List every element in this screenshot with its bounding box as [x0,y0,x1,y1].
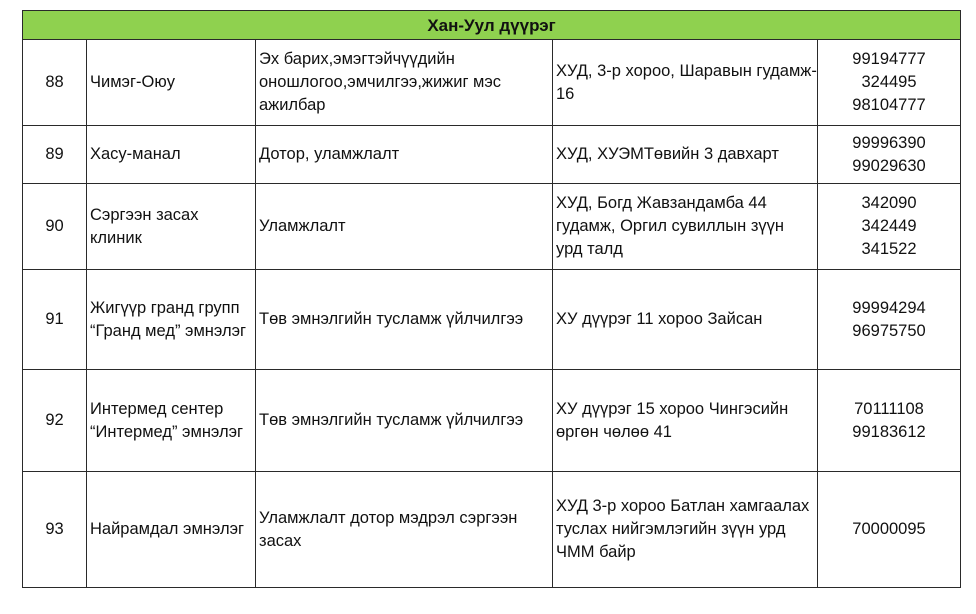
address-cell [553,184,818,270]
address-line: өргөн чөлөө 41 [556,422,672,441]
address-line: гудамж, Оргил сувиллын зүүн [556,217,785,235]
service-cell [256,40,553,126]
row-number-cell: 88 [23,40,87,126]
table-row [23,370,961,472]
address-line: ХУД, 3-р хороо, Шаравын гудамж- [556,61,817,80]
clinic-name-line: Найрамдал эмнэлэг [90,520,245,538]
clinic-name-line: клиник [90,228,142,247]
table-row [23,40,961,126]
service-line: Дотор, уламжлалт [259,145,400,163]
service-line: оношлогоо,эмчилгээ,жижиг мэс [259,73,502,91]
phone-cell [818,472,961,588]
address-line: ХУ дүүрэг 11 хороо Зайсан [556,310,763,328]
phone-cell [818,270,961,370]
district-title: Хан-Уул дүүрэг [23,11,961,40]
service-cell [256,270,553,370]
address-line: ХУД, Богд Жавзандамба 44 [556,194,767,212]
clinic-name-line: Хасу-манал [90,145,181,163]
phone-number: 70111108 [854,399,924,418]
clinic-table [22,10,961,588]
address-line: ХУД 3-р хороо Батлан хамгаалах [556,497,810,515]
row-number-cell: 90 [23,184,87,270]
clinic-name-line: “Гранд мед” эмнэлэг [90,321,247,340]
clinic-name-line: Жигүүр гранд групп [90,298,240,317]
service-cell [256,370,553,472]
address-line: 16 [556,84,575,103]
phone-number: 341522 [861,240,917,258]
clinic-name-cell [87,270,256,370]
phone-number: 99994294 [852,298,926,317]
row-number-cell: 91 [23,270,87,370]
table-row [23,270,961,370]
phone-cell [818,370,961,472]
service-line: Төв эмнэлгийн тусламж үйлчилгээ [259,310,524,328]
table-row [23,184,961,270]
service-line: Төв эмнэлгийн тусламж үйлчилгээ [259,411,524,429]
service-cell [256,472,553,588]
address-cell [553,40,818,126]
address-cell [553,270,818,370]
clinic-name-line: Сэргээн засах [90,205,199,224]
district-header-row [23,11,961,40]
service-line: Эх барих,эмэгтэйчүүдийн [259,50,455,68]
address-cell [553,370,818,472]
clinic-name-line: Интермед сентер [90,399,224,418]
address-cell [553,126,818,184]
row-number-cell: 93 [23,472,87,588]
address-line: туслах нийгэмлэгийн зүүн урд [556,520,786,538]
phone-cell [818,184,961,270]
address-line: урд талд [556,240,623,258]
service-cell [256,184,553,270]
phone-number: 324495 [861,73,917,91]
service-cell [256,126,553,184]
service-line: засах [259,531,302,550]
address-cell [553,472,818,588]
clinic-name-cell [87,472,256,588]
phone-number: 70000095 [852,520,926,538]
clinic-name-cell [87,184,256,270]
phone-cell [818,40,961,126]
clinic-name-cell [87,126,256,184]
clinic-name-cell [87,40,256,126]
table-row [23,126,961,184]
service-line: ажилбар [259,96,326,114]
clinic-table-body [23,11,961,588]
address-line: ЧММ байр [556,543,636,561]
phone-number: 99183612 [852,422,926,441]
row-number-cell: 92 [23,370,87,472]
table-row [23,472,961,588]
row-number-cell: 89 [23,126,87,184]
phone-number: 99029630 [852,156,926,175]
address-line: ХУД, ХУЭМТөвийн 3 давхарт [556,145,779,163]
phone-number: 342449 [861,217,917,235]
clinic-name-line: Чимэг-Оюу [90,73,175,91]
phone-number: 99996390 [852,133,926,152]
service-line: Уламжлалт [259,217,346,235]
phone-number: 98104777 [852,96,926,114]
service-line: Уламжлалт дотор мэдрэл сэргээн [259,508,518,527]
phone-number: 96975750 [852,321,926,340]
address-line: ХУ дүүрэг 15 хороо Чингэсийн [556,399,789,418]
clinic-name-line: “Интермед” эмнэлэг [90,422,244,441]
phone-number: 342090 [861,194,917,212]
clinic-name-cell [87,370,256,472]
phone-cell [818,126,961,184]
phone-number: 99194777 [852,50,926,68]
